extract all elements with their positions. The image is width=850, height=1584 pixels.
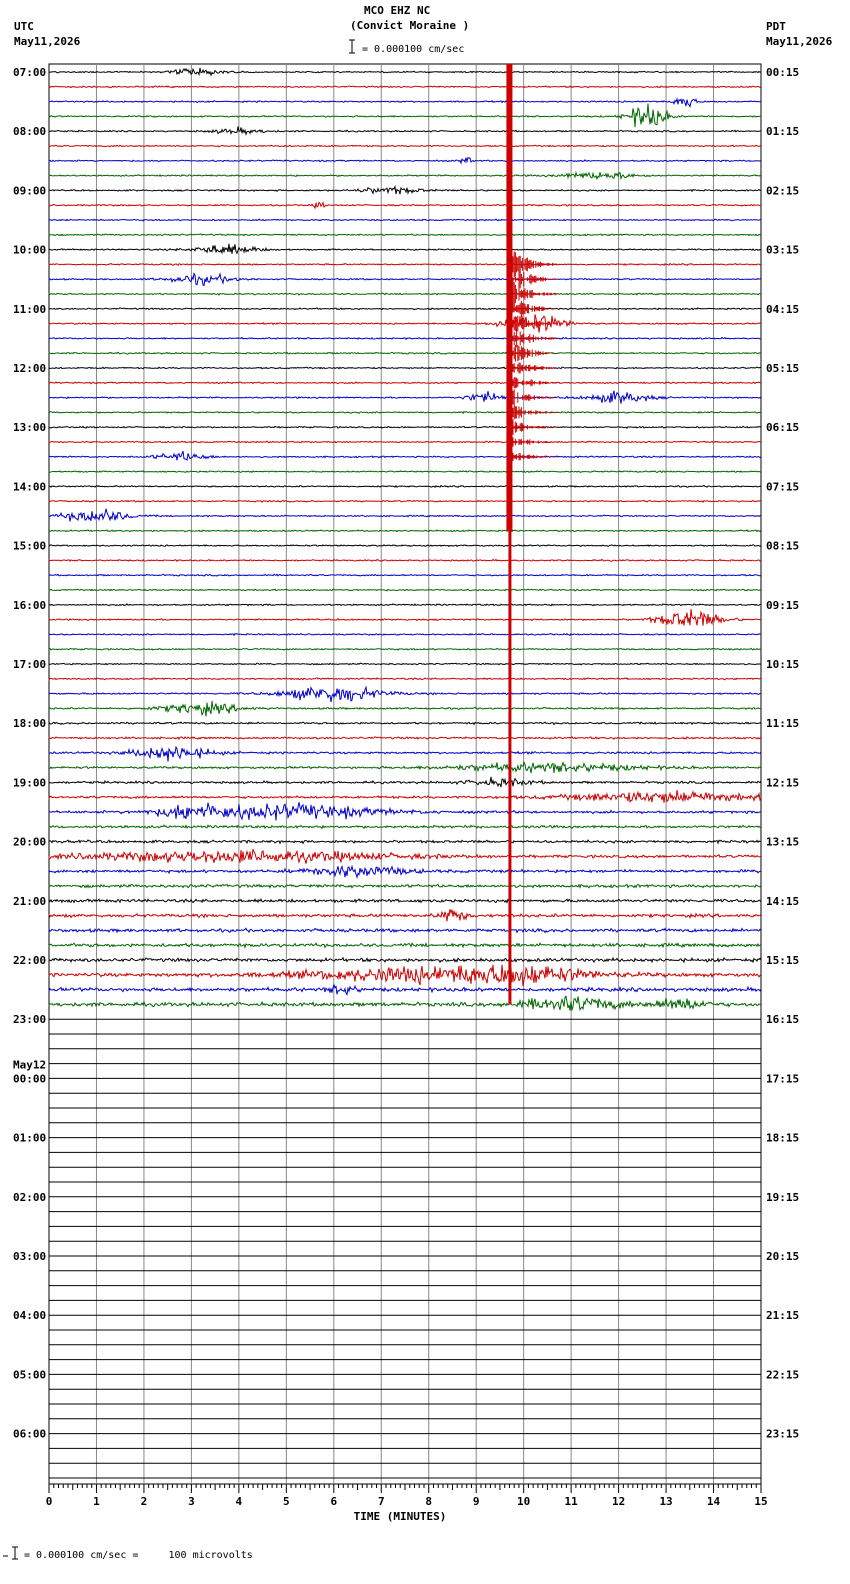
x-tick-label: 5 xyxy=(283,1495,290,1508)
seismic-trace xyxy=(49,762,761,773)
seismic-trace xyxy=(49,996,761,1010)
seismic-trace xyxy=(49,352,761,354)
pdt-hour-label: 08:15 xyxy=(766,539,800,553)
x-tick-label: 7 xyxy=(377,1495,385,1508)
footer-scale-icon xyxy=(3,1547,18,1559)
utc-hour-label: 12:00 xyxy=(13,362,47,375)
seismic-trace xyxy=(49,559,761,561)
seismic-trace xyxy=(49,451,761,460)
seismic-trace xyxy=(49,663,761,665)
pdt-hour-label: 16:15 xyxy=(766,1013,800,1027)
utc-hour-label: 11:00 xyxy=(13,302,47,316)
seismic-trace xyxy=(49,244,761,254)
pdt-hour-label: 21:15 xyxy=(766,1309,800,1323)
pdt-hour-label: 19:15 xyxy=(766,1190,800,1204)
seismic-trace xyxy=(49,530,761,532)
seismic-trace xyxy=(49,367,761,369)
utc-hour-label: 20:00 xyxy=(13,835,47,849)
seismic-trace xyxy=(49,441,761,443)
utc-hour-label: 10:00 xyxy=(13,243,47,257)
utc-hour-label: 01:00 xyxy=(13,1131,47,1145)
seismic-trace xyxy=(49,825,761,828)
x-tick-label: 14 xyxy=(706,1495,721,1508)
seismic-trace xyxy=(49,965,761,986)
seismic-trace xyxy=(49,187,761,195)
pdt-hour-label: 23:15 xyxy=(766,1427,800,1441)
x-tick-label: 15 xyxy=(754,1495,768,1508)
seismic-trace xyxy=(49,158,761,164)
seismic-trace xyxy=(49,574,761,576)
pdt-hour-label: 06:15 xyxy=(766,421,800,435)
utc-hour-label: 23:00 xyxy=(13,1013,47,1027)
utc-hour-label: 13:00 xyxy=(13,421,47,435)
seismic-trace xyxy=(49,737,761,739)
seismic-trace xyxy=(49,884,761,888)
x-tick-label: 1 xyxy=(93,1495,100,1508)
seismic-trace xyxy=(49,426,761,428)
pdt-hour-label: 18:15 xyxy=(766,1131,800,1145)
pdt-hour-label: 04:15 xyxy=(766,302,800,316)
seismic-trace xyxy=(49,412,761,414)
seismic-trace xyxy=(49,545,761,547)
x-tick-label: 4 xyxy=(235,1495,243,1508)
seismic-trace xyxy=(49,899,761,902)
utc-hour-label: 02:00 xyxy=(13,1190,47,1204)
x-tick-label: 0 xyxy=(45,1495,53,1508)
seismic-trace xyxy=(49,127,761,135)
seismic-trace xyxy=(49,68,761,75)
x-tick-label: 6 xyxy=(330,1495,338,1508)
seismic-trace xyxy=(49,471,761,473)
utc-hour-label: 17:00 xyxy=(13,658,47,671)
x-tick-label: 8 xyxy=(425,1495,433,1508)
seismic-trace xyxy=(49,219,761,221)
x-tick-label: 11 xyxy=(564,1495,578,1508)
seismic-trace xyxy=(49,486,761,488)
seismic-trace xyxy=(49,840,761,843)
seismic-trace xyxy=(49,790,761,803)
seismic-trace xyxy=(49,701,761,717)
seismic-trace xyxy=(49,928,761,932)
x-axis-label: TIME (MINUTES) xyxy=(353,1510,447,1523)
scale-bar-text: = 0.000100 cm/sec xyxy=(362,44,465,55)
utc-hour-label: 15:00 xyxy=(13,539,47,553)
right-date: May11,2026 xyxy=(766,35,833,48)
seismic-trace xyxy=(49,648,761,650)
x-tick-label: 13 xyxy=(659,1495,673,1508)
seismic-trace xyxy=(49,777,761,787)
seismic-trace xyxy=(49,86,761,88)
seismic-trace xyxy=(49,849,761,863)
x-axis xyxy=(46,1484,768,1523)
pdt-hour-label: 09:15 xyxy=(766,598,800,612)
seismic-trace xyxy=(49,172,761,179)
pdt-hour-label: 03:15 xyxy=(766,243,800,257)
seismic-trace xyxy=(49,687,761,702)
utc-hour-label: 09:00 xyxy=(13,184,47,198)
seismic-trace xyxy=(49,866,761,877)
trace-group xyxy=(49,68,761,1478)
pdt-hour-label: 12:15 xyxy=(766,776,800,790)
seismic-trace xyxy=(49,500,761,502)
pdt-hour-label: 00:15 xyxy=(766,66,800,79)
utc-hour-label: 05:00 xyxy=(13,1368,47,1382)
utc-hour-label: 03:00 xyxy=(13,1250,47,1263)
pdt-hour-label: 17:15 xyxy=(766,1072,800,1086)
seismic-trace xyxy=(49,314,761,332)
seismic-trace xyxy=(49,722,761,724)
utc-hour-label: 06:00 xyxy=(13,1427,47,1441)
seismic-trace xyxy=(49,99,761,107)
utc-hour-label: 08:00 xyxy=(13,125,47,139)
seismic-trace xyxy=(49,234,761,236)
seismic-trace xyxy=(49,509,761,522)
station-title: MCO EHZ NC xyxy=(364,4,431,17)
seismic-trace xyxy=(49,943,761,947)
seismic-trace xyxy=(49,747,761,761)
utc-hour-label: 04:00 xyxy=(13,1309,47,1323)
utc-hour-label: 19:00 xyxy=(13,776,47,790)
seismic-trace xyxy=(49,604,761,606)
pdt-hour-label: 05:15 xyxy=(766,362,800,375)
pdt-hour-label: 15:15 xyxy=(766,954,800,967)
pdt-hour-label: 01:15 xyxy=(766,125,800,139)
seismic-trace xyxy=(49,909,761,921)
right-timezone: PDT xyxy=(766,20,786,33)
utc-hour-label: 18:00 xyxy=(13,717,47,731)
utc-hour-label: 16:00 xyxy=(13,598,47,612)
seismic-trace xyxy=(49,609,761,626)
pdt-hour-label: 10:15 xyxy=(766,658,800,671)
scale-bar-icon xyxy=(349,40,355,53)
seismic-trace xyxy=(49,985,761,995)
pdt-hour-label: 13:15 xyxy=(766,835,800,849)
pdt-hour-label: 11:15 xyxy=(766,717,800,731)
pdt-hour-label: 20:15 xyxy=(766,1250,800,1263)
utc-hour-label: 00:00 xyxy=(13,1072,47,1086)
x-tick-label: 9 xyxy=(472,1495,480,1508)
seismic-trace xyxy=(49,678,761,680)
x-tick-label: 2 xyxy=(140,1495,148,1508)
day-change-label: May12 xyxy=(13,1058,47,1072)
seismic-trace xyxy=(49,382,761,384)
seismic-trace xyxy=(49,958,761,962)
seismic-trace xyxy=(49,293,761,295)
utc-hour-label: 22:00 xyxy=(13,954,47,967)
pdt-hour-label: 14:15 xyxy=(766,894,800,908)
seismic-trace xyxy=(49,391,761,404)
seismic-trace xyxy=(49,589,761,591)
seismic-trace xyxy=(49,264,761,266)
x-tick-label: 3 xyxy=(188,1495,195,1508)
pdt-hour-label: 22:15 xyxy=(766,1368,800,1382)
utc-hour-label: 14:00 xyxy=(13,480,47,494)
seismic-trace xyxy=(49,274,761,286)
seismic-trace xyxy=(49,145,761,147)
x-tick-label: 12 xyxy=(611,1495,626,1508)
left-timezone: UTC xyxy=(14,20,34,33)
seismic-trace xyxy=(49,104,761,128)
pdt-hour-label: 07:15 xyxy=(766,480,800,494)
x-tick-label: 10 xyxy=(517,1495,531,1508)
seismic-trace xyxy=(49,308,761,310)
seismic-trace xyxy=(49,202,761,208)
site-title: (Convict Moraine ) xyxy=(350,19,470,32)
left-date: May11,2026 xyxy=(14,35,81,48)
footer-scale-text: = 0.000100 cm/sec = 100 microvolts xyxy=(24,1550,253,1561)
pdt-hour-label: 02:15 xyxy=(766,184,800,198)
seismic-trace xyxy=(49,634,761,636)
seismic-trace xyxy=(49,338,761,340)
seismic-trace xyxy=(49,802,761,820)
utc-hour-label: 07:00 xyxy=(13,66,47,79)
utc-hour-label: 21:00 xyxy=(13,894,47,908)
